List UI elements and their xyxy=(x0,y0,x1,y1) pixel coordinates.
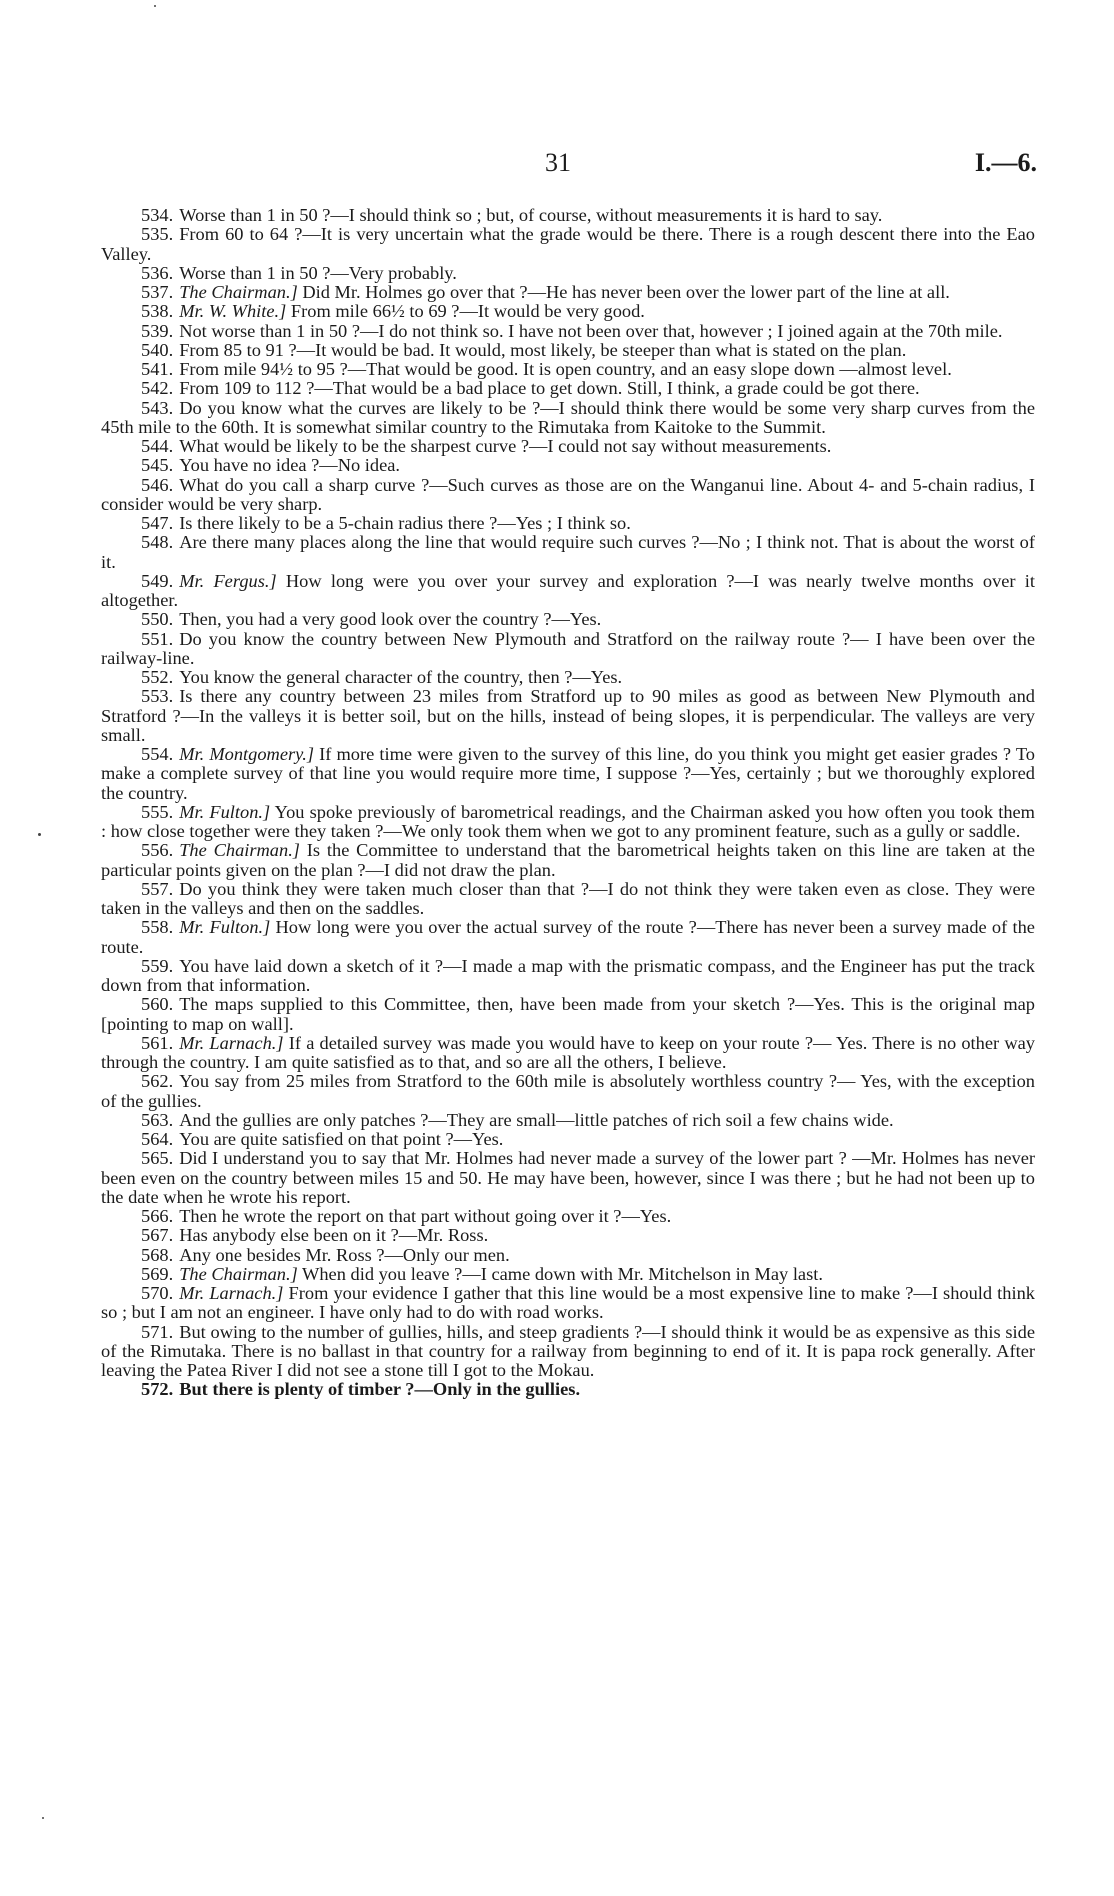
document-reference: I.—6. xyxy=(974,148,1037,177)
speaker-name: Mr. Fulton.] xyxy=(179,801,271,822)
testimony-paragraph xyxy=(101,1207,1035,1226)
question-answer-text: Worse than 1 in 50 ?—Very probably. xyxy=(179,262,457,283)
question-number: 555. xyxy=(141,801,174,822)
question-number: 538. xyxy=(141,301,174,322)
question-number: 542. xyxy=(141,378,174,399)
testimony-paragraph xyxy=(101,360,1035,379)
question-answer-text: When did you leave ?—I came down with Mr. Mitchelson in May last. xyxy=(302,1263,823,1284)
question-answer-text: You are quite satisfied on that point ?—Yes. xyxy=(179,1129,504,1149)
testimony-paragraph xyxy=(101,1380,1035,1399)
testimony-paragraph xyxy=(101,957,1035,996)
question-number: 569. xyxy=(141,1263,174,1284)
question-answer-text: From mile 66½ to 69 ?—It would be very good. xyxy=(290,301,645,322)
testimony-paragraph xyxy=(101,803,1035,842)
testimony-paragraph xyxy=(101,533,1035,572)
testimony-paragraph xyxy=(101,880,1035,919)
testimony-paragraph xyxy=(101,1034,1035,1073)
question-number: 568. xyxy=(141,1244,174,1265)
testimony-paragraph xyxy=(101,918,1035,957)
speaker-name: The Chairman.] xyxy=(179,1263,298,1284)
testimony-paragraph xyxy=(101,302,1035,321)
testimony-paragraph xyxy=(101,322,1035,341)
question-answer-text: You spoke previously of barometrical readings, and the Chairman asked you how often you took them : how close together were they taken ?—We only took them when we got to any prominent feature, such as a gully or saddle. xyxy=(101,801,1035,841)
testimony-paragraph xyxy=(101,1284,1035,1323)
speaker-name: Mr. W. White.] xyxy=(179,301,287,322)
speaker-name: Mr. Larnach.] xyxy=(179,1283,284,1303)
speaker-name: The Chairman.] xyxy=(179,282,298,302)
question-answer-text: Do you know the country between New Plymouth and Stratford on the railway route ?— I have been over the railway-line. xyxy=(101,628,1035,668)
question-answer-text: What do you call a sharp curve ?—Such curves as those are on the Wanganui line. About 4- and 5-chain radius, I consider would be very sharp. xyxy=(101,474,1035,514)
question-number: 558. xyxy=(141,917,174,938)
question-answer-text: Then he wrote the report on that part without going over it ?—Yes. xyxy=(179,1206,672,1226)
question-answer-text: But there is plenty of timber ?—Only in the gullies. xyxy=(179,1379,581,1400)
testimony-paragraph xyxy=(101,476,1035,515)
testimony-paragraph xyxy=(101,514,1035,533)
testimony-body xyxy=(101,206,1035,1400)
question-number: 557. xyxy=(141,878,174,899)
question-answer-text: You know the general character of the country, then ?—Yes. xyxy=(179,667,623,687)
question-number: 549. xyxy=(141,570,174,591)
testimony-paragraph xyxy=(101,456,1035,475)
question-answer-text: Did Mr. Holmes go over that ?—He has never been over the lower part of the line at all. xyxy=(302,282,950,302)
question-number: 566. xyxy=(141,1206,174,1226)
page-number: 31 xyxy=(545,148,571,177)
question-number: 554. xyxy=(141,744,174,764)
question-number: 561. xyxy=(141,1032,174,1053)
testimony-paragraph xyxy=(101,1149,1035,1207)
question-answer-text: From 60 to 64 ?—It is very uncertain what the grade would be there. There is a rough descent there into the Eao Valley. xyxy=(101,224,1035,264)
testimony-paragraph xyxy=(101,379,1035,398)
ink-speck xyxy=(42,1817,44,1819)
question-number: 536. xyxy=(141,262,174,283)
question-number: 553. xyxy=(141,686,174,707)
testimony-paragraph xyxy=(101,1323,1035,1381)
testimony-paragraph xyxy=(101,283,1035,302)
question-number: 559. xyxy=(141,955,174,976)
testimony-paragraph xyxy=(101,745,1035,803)
question-number: 544. xyxy=(141,436,174,456)
question-number: 548. xyxy=(141,532,174,553)
question-number: 570. xyxy=(141,1283,174,1303)
testimony-paragraph xyxy=(101,1246,1035,1265)
question-number: 534. xyxy=(141,205,174,225)
question-answer-text: Is the Committee to understand that the barometrical heights taken on this line are taken at the particular points given on the plan ?—I did not draw the plan. xyxy=(101,840,1035,880)
testimony-paragraph xyxy=(101,572,1035,611)
testimony-paragraph xyxy=(101,668,1035,687)
question-number: 539. xyxy=(141,320,174,341)
question-number: 550. xyxy=(141,609,174,630)
ink-speck xyxy=(154,5,156,7)
question-number: 562. xyxy=(141,1071,174,1092)
question-number: 545. xyxy=(141,455,174,476)
question-answer-text: From mile 94½ to 95 ?—That would be good. It is open country, and an easy slope down —almost level. xyxy=(179,359,952,379)
question-answer-text: How long were you over the actual survey of the route ?—There has never been a survey made of the route. xyxy=(101,917,1035,957)
question-answer-text: Are there many places along the line that would require such curves ?—No ; I think not. That is about the worst of it. xyxy=(101,532,1035,572)
testimony-paragraph xyxy=(101,437,1035,456)
speaker-name: Mr. Larnach.] xyxy=(179,1032,284,1053)
question-number: 552. xyxy=(141,667,174,687)
question-answer-text: If a detailed survey was made you would have to keep on your route ?— Yes. There is no other way through the country. I am quite satisfied as to that, and so are all the others, I believe. xyxy=(101,1032,1035,1072)
question-answer-text: But owing to the number of gullies, hills, and steep gradients ?—I should think it would be as expensive as this side of the Rimutaka. There is no ballast in that country for a railway from beginning to end of it. It is papa rock generally. After leaving the Patea River I did not see a stone till I got to the Mokau. xyxy=(101,1321,1035,1380)
question-number: 547. xyxy=(141,513,174,533)
testimony-paragraph xyxy=(101,1265,1035,1284)
testimony-paragraph xyxy=(101,206,1035,225)
question-number: 556. xyxy=(141,840,174,861)
testimony-paragraph xyxy=(101,1111,1035,1130)
question-number: 567. xyxy=(141,1225,174,1246)
question-answer-text: From 85 to 91 ?—It would be bad. It would, most likely, be steeper than what is stated on the plan. xyxy=(179,339,907,360)
testimony-paragraph xyxy=(101,630,1035,669)
question-number: 565. xyxy=(141,1148,174,1169)
question-number: 564. xyxy=(141,1129,174,1149)
question-number: 560. xyxy=(141,994,174,1015)
question-number: 571. xyxy=(141,1321,174,1342)
question-number: 540. xyxy=(141,339,174,360)
ink-speck xyxy=(38,833,41,836)
question-number: 535. xyxy=(141,224,174,245)
testimony-paragraph xyxy=(101,610,1035,629)
testimony-paragraph xyxy=(101,841,1035,880)
question-number: 563. xyxy=(141,1109,174,1130)
question-answer-text: The maps supplied to this Committee, then, have been made from your sketch ?—Yes. This is the original map [pointing to map on wall]. xyxy=(101,994,1035,1034)
testimony-paragraph xyxy=(101,264,1035,283)
testimony-paragraph xyxy=(101,225,1035,264)
question-number: 546. xyxy=(141,474,174,495)
speaker-name: Mr. Fulton.] xyxy=(179,917,271,938)
question-number: 572. xyxy=(141,1379,174,1400)
question-answer-text: You say from 25 miles from Stratford to the 60th mile is absolutely worthless country ?— Yes, with the exception of the gullies. xyxy=(101,1071,1035,1111)
testimony-paragraph xyxy=(101,687,1035,745)
testimony-paragraph xyxy=(101,1130,1035,1149)
question-answer-text: From 109 to 112 ?—That would be a bad place to get down. Still, I think, a grade could be got there. xyxy=(179,378,920,399)
question-answer-text: Did I understand you to say that Mr. Holmes had never made a survey of the lower part ? —Mr. Holmes has never been even on the country between miles 15 and 50. He may have been, however, since I was there ; but he had not been up to the date when he wrote his report. xyxy=(101,1148,1035,1207)
testimony-paragraph xyxy=(101,399,1035,438)
question-answer-text: Is there likely to be a 5-chain radius there ?—Yes ; I think so. xyxy=(179,513,631,533)
speaker-name: Mr. Montgomery.] xyxy=(179,744,315,764)
speaker-name: The Chairman.] xyxy=(179,840,300,861)
testimony-paragraph xyxy=(101,1226,1035,1245)
testimony-paragraph xyxy=(101,995,1035,1034)
question-answer-text: You have no idea ?—No idea. xyxy=(179,455,400,476)
question-number: 543. xyxy=(141,397,174,418)
speaker-name: Mr. Fergus.] xyxy=(179,570,277,591)
question-answer-text: If more time were given to the survey of this line, do you think you might get easier grades ? To make a complete survey of that line you would require more time, I suppose ?—Yes, certainly ; but we thoroughly explored the country. xyxy=(101,744,1035,803)
question-answer-text: Has anybody else been on it ?—Mr. Ross. xyxy=(179,1225,489,1246)
question-answer-text: Not worse than 1 in 50 ?—I do not think so. I have not been over that, however ; I joined again at the 70th mile. xyxy=(179,320,1003,341)
question-answer-text: How long were you over your survey and exploration ?—I was nearly twelve months over it altogether. xyxy=(101,570,1035,610)
question-number: 551. xyxy=(141,628,174,649)
testimony-paragraph xyxy=(101,1072,1035,1111)
question-answer-text: Do you know what the curves are likely to be ?—I should think there would be some very sharp curves from the 45th mile to the 60th. It is somewhat similar country to the Rimutaka from Kaitoke to the Summit. xyxy=(101,397,1035,437)
question-answer-text: You have laid down a sketch of it ?—I made a map with the prismatic compass, and the Engineer has put the track down from that information. xyxy=(101,955,1035,995)
question-number: 537. xyxy=(141,282,174,302)
question-answer-text: Any one besides Mr. Ross ?—Only our men. xyxy=(179,1244,510,1265)
question-number: 541. xyxy=(141,359,174,379)
question-answer-text: And the gullies are only patches ?—They are small—little patches of rich soil a few chains wide. xyxy=(179,1109,894,1130)
testimony-paragraph xyxy=(101,341,1035,360)
question-answer-text: Then, you had a very good look over the country ?—Yes. xyxy=(179,609,602,630)
question-answer-text: Worse than 1 in 50 ?—I should think so ; but, of course, without measurements it is hard to say. xyxy=(179,205,883,225)
question-answer-text: Do you think they were taken much closer than that ?—I do not think they were taken even as close. They were taken in the valleys and then on the saddles. xyxy=(101,878,1035,918)
question-answer-text: From your evidence I gather that this line would be a most expensive line to make ?—I should think so ; but I am not an engineer. I have only had to do with road works. xyxy=(101,1283,1035,1323)
question-answer-text: Is there any country between 23 miles from Stratford up to 90 miles as good as between New Plymouth and Stratford ?—In the valleys it is better soil, but on the hills, instead of being slopes, it is perpendicular. The valleys are very small. xyxy=(101,686,1035,745)
question-answer-text: What would be likely to be the sharpest curve ?—I could not say without measurements. xyxy=(179,436,832,456)
